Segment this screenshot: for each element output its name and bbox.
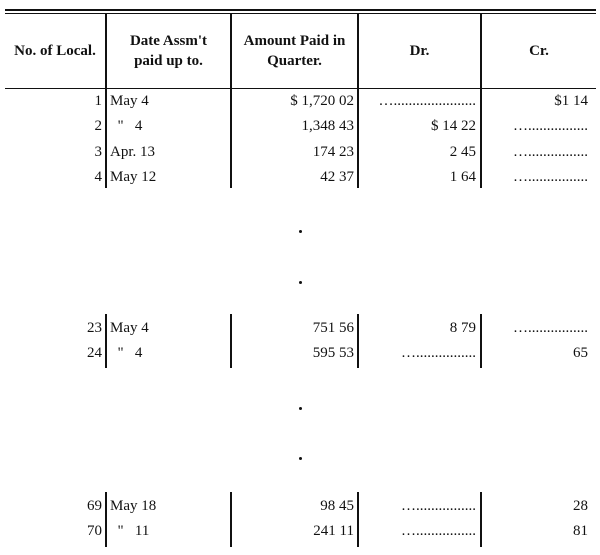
- debit: $ 14 22: [431, 118, 476, 134]
- local-number: 24: [87, 345, 102, 361]
- credit: 81: [573, 523, 588, 539]
- amount-paid: 1,348 43: [301, 118, 354, 134]
- credit: …................: [513, 320, 588, 336]
- local-number: 23: [87, 320, 102, 336]
- ellipsis-dot: [299, 230, 302, 233]
- date-paid: " 4: [110, 345, 143, 361]
- date-paid: " 4: [110, 118, 143, 134]
- header-local: No. of Local.: [14, 43, 96, 59]
- amount-paid: 751 56: [312, 320, 354, 336]
- amount-paid: $ 1,720 02: [290, 93, 354, 109]
- local-number: 2: [94, 118, 102, 134]
- debit: …................: [401, 345, 476, 361]
- local-number: 4: [94, 169, 102, 185]
- credit: 28: [573, 498, 588, 514]
- amount-paid: 174 23: [312, 144, 354, 160]
- header-rule: [5, 88, 596, 89]
- date-paid: " 11: [110, 523, 150, 539]
- credit: …................: [513, 144, 588, 160]
- ellipsis-dot: [299, 281, 302, 284]
- debit: 2 45: [449, 144, 476, 160]
- debit: …................: [401, 498, 476, 514]
- debit: 8 79: [449, 320, 476, 336]
- date-paid: May 12: [110, 169, 157, 185]
- local-number: 3: [94, 144, 102, 160]
- amount-paid: 42 37: [320, 169, 354, 185]
- ellipsis-dot: [299, 457, 302, 460]
- debit: 1 64: [449, 169, 476, 185]
- amount-paid: 241 11: [313, 523, 354, 539]
- date-paid: May 4: [110, 320, 149, 336]
- local-number: 70: [87, 523, 102, 539]
- date-paid: May 18: [110, 498, 157, 514]
- amount-paid: 595 53: [312, 345, 354, 361]
- credit: $1 14: [554, 93, 588, 109]
- date-paid: Apr. 13: [110, 144, 155, 160]
- header-amount: Amount Paid in Quarter.: [243, 33, 346, 69]
- local-number: 1: [94, 93, 102, 109]
- header-dr: Dr.: [409, 43, 430, 59]
- debit: …................: [401, 523, 476, 539]
- local-number: 69: [87, 498, 102, 514]
- credit: 65: [573, 345, 588, 361]
- body-divider-1c: [105, 492, 107, 547]
- header-date: Date Assm't paid up to.: [129, 33, 208, 69]
- debit: …......................: [378, 93, 476, 109]
- credit: …................: [513, 169, 588, 185]
- body-divider-1b: [105, 314, 107, 368]
- ellipsis-dot: [299, 407, 302, 410]
- credit: …................: [513, 118, 588, 134]
- amount-paid: 98 45: [320, 498, 354, 514]
- body-divider-1a: [105, 89, 107, 188]
- header-cr: Cr.: [529, 43, 549, 59]
- date-paid: May 4: [110, 93, 149, 109]
- top-rule-thick: [5, 9, 596, 11]
